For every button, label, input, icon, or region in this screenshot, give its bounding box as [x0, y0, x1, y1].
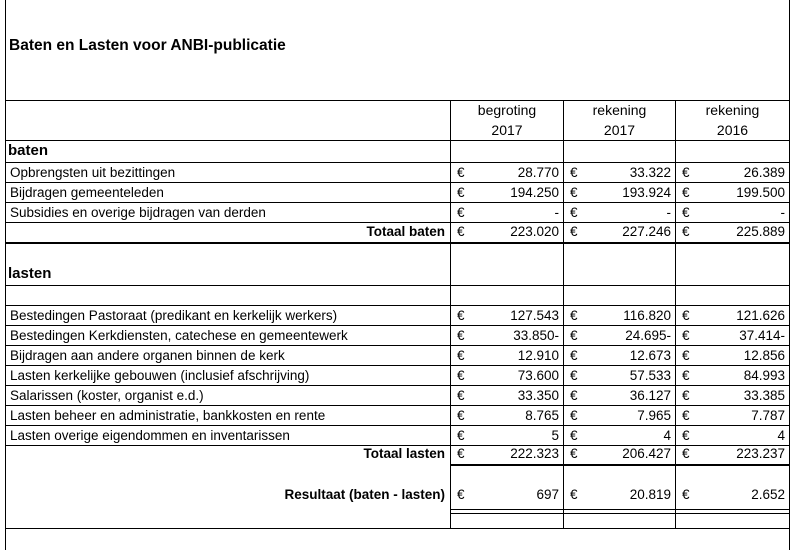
row-label: Lasten beheer en administratie, bankkosten en rente [10, 408, 326, 423]
value-cell: 20.819 [629, 487, 671, 502]
row-label: Subsidies en overige bijdragen van derden [10, 205, 266, 220]
value-cell: 194.250 [510, 185, 559, 200]
euro-sign: € [682, 205, 690, 220]
euro-sign: € [570, 328, 578, 343]
column-header-rekening-2017 [564, 100, 675, 140]
euro-sign: € [570, 348, 578, 363]
value-cell: 222.323 [510, 446, 559, 461]
column-header-begroting-2017 [451, 100, 563, 140]
row-label: Opbrengsten uit bezittingen [10, 165, 176, 180]
value-cell: 33.350 [517, 388, 559, 403]
row-label: Bijdragen aan andere organen binnen de kerk [10, 348, 285, 363]
left-border [5, 0, 6, 550]
value-cell: 116.820 [623, 308, 671, 323]
value-cell: 7.787 [751, 408, 785, 423]
row-line [5, 385, 450, 386]
value-cell: 2.652 [751, 487, 785, 502]
row-line [5, 425, 450, 426]
euro-sign: € [570, 205, 578, 220]
section-heading-lasten: lasten [8, 265, 52, 282]
total-baten-label: Totaal baten [366, 224, 445, 239]
euro-sign: € [682, 308, 690, 323]
value-cell: 121.626 [736, 308, 785, 323]
row-label: Bestedingen Kerkdiensten, catechese en gemeentewerk [10, 328, 348, 343]
value-cell: 4 [777, 428, 785, 443]
value-cell: 24.695- [625, 328, 671, 343]
row-line [5, 365, 450, 366]
value-cell: 84.993 [743, 368, 785, 383]
row-line [5, 285, 790, 286]
value-cell: 206.427 [622, 446, 671, 461]
euro-sign: € [457, 328, 465, 343]
page-title: Baten en Lasten voor ANBI-publicatie [9, 37, 286, 54]
euro-sign: € [682, 388, 690, 403]
euro-sign: € [457, 185, 465, 200]
value-cell: 33.385 [743, 388, 785, 403]
euro-sign: € [457, 308, 465, 323]
euro-sign: € [682, 165, 690, 180]
row-line [5, 182, 450, 183]
value-cell: 127.543 [510, 308, 559, 323]
section-heading-baten: baten [8, 142, 49, 159]
value-cell: 8.765 [525, 408, 559, 423]
euro-sign: € [457, 487, 465, 502]
euro-sign: € [682, 408, 690, 423]
value-cell: 225.889 [736, 224, 785, 239]
row-line [5, 202, 450, 203]
row-line [5, 345, 450, 346]
euro-sign: € [457, 428, 465, 443]
euro-sign: € [457, 205, 465, 220]
value-cell: 223.020 [510, 224, 559, 239]
euro-sign: € [682, 224, 690, 239]
euro-sign: € [457, 165, 465, 180]
data-line [450, 405, 790, 406]
value-cell: 227.246 [622, 224, 671, 239]
euro-sign: € [570, 185, 578, 200]
value-cell: 37.414- [739, 328, 785, 343]
data-line [450, 202, 790, 203]
value-cell: 12.673 [629, 348, 671, 363]
value-cell: 33.850- [513, 328, 559, 343]
value-cell: 193.924 [622, 185, 671, 200]
data-line [450, 464, 790, 466]
euro-sign: € [682, 446, 690, 461]
data-line [450, 182, 790, 183]
value-cell: - [780, 205, 785, 220]
euro-sign: € [570, 368, 578, 383]
euro-sign: € [682, 368, 690, 383]
value-cell: 697 [536, 487, 559, 502]
value-cell: - [666, 205, 671, 220]
row-label: Lasten overige eigendommen en inventarissen [10, 428, 290, 443]
data-line [450, 162, 790, 163]
value-cell: 4 [663, 428, 671, 443]
row-line [5, 162, 450, 163]
euro-sign: € [570, 487, 578, 502]
data-line [450, 222, 790, 223]
row-line [5, 405, 450, 406]
column-header-line1: rekening [705, 102, 760, 118]
value-cell: 199.500 [736, 185, 785, 200]
column-header-line2: 2017 [603, 122, 636, 138]
value-cell: 73.600 [517, 368, 559, 383]
euro-sign: € [457, 348, 465, 363]
data-line [450, 425, 790, 426]
euro-sign: € [570, 165, 578, 180]
euro-sign: € [570, 428, 578, 443]
value-cell: 12.910 [517, 348, 559, 363]
row-label: Salarissen (koster, organist e.d.) [10, 388, 204, 403]
value-cell: - [554, 205, 559, 220]
row-label: Bijdragen gemeenteleden [10, 185, 164, 200]
euro-sign: € [682, 428, 690, 443]
column-header-line1: rekening [592, 102, 647, 118]
data-line [450, 513, 790, 514]
value-cell: 36.127 [629, 388, 671, 403]
value-cell: 26.389 [743, 165, 785, 180]
euro-sign: € [457, 368, 465, 383]
data-line [450, 325, 790, 326]
euro-sign: € [570, 224, 578, 239]
value-cell: 12.856 [743, 348, 785, 363]
header-bottom-border [5, 140, 790, 141]
column-header-line1: begroting [477, 102, 537, 118]
value-cell: 5 [551, 428, 559, 443]
right-border [789, 0, 790, 550]
euro-sign: € [457, 408, 465, 423]
row-line [5, 222, 450, 223]
value-cell: 33.322 [629, 165, 671, 180]
row-label: Bestedingen Pastoraat (predikant en kerkelijk werkers) [10, 308, 338, 323]
data-line [450, 365, 790, 366]
row-line [5, 325, 450, 326]
row-line [5, 242, 790, 244]
value-cell: 7.965 [637, 408, 671, 423]
result-label: Resultaat (baten - lasten) [284, 487, 445, 502]
euro-sign: € [682, 487, 690, 502]
value-cell: 28.770 [517, 165, 559, 180]
euro-sign: € [570, 408, 578, 423]
euro-sign: € [682, 185, 690, 200]
euro-sign: € [570, 308, 578, 323]
row-label: Lasten kerkelijke gebouwen (inclusief afschrijving) [10, 368, 310, 383]
euro-sign: € [570, 446, 578, 461]
value-cell: 223.237 [736, 446, 785, 461]
data-line [450, 385, 790, 386]
column-header-line2: 2016 [716, 122, 749, 138]
euro-sign: € [457, 224, 465, 239]
euro-sign: € [682, 348, 690, 363]
euro-sign: € [457, 388, 465, 403]
value-cell: 57.533 [629, 368, 671, 383]
euro-sign: € [682, 328, 690, 343]
column-header-line2: 2017 [491, 122, 523, 138]
total-lasten-label: Totaal lasten [363, 446, 445, 461]
euro-sign: € [457, 446, 465, 461]
data-line [450, 509, 790, 510]
row-line [5, 305, 790, 306]
bottom-border [5, 528, 790, 529]
euro-sign: € [570, 388, 578, 403]
column-header-rekening-2016 [676, 100, 789, 140]
data-line [450, 345, 790, 346]
